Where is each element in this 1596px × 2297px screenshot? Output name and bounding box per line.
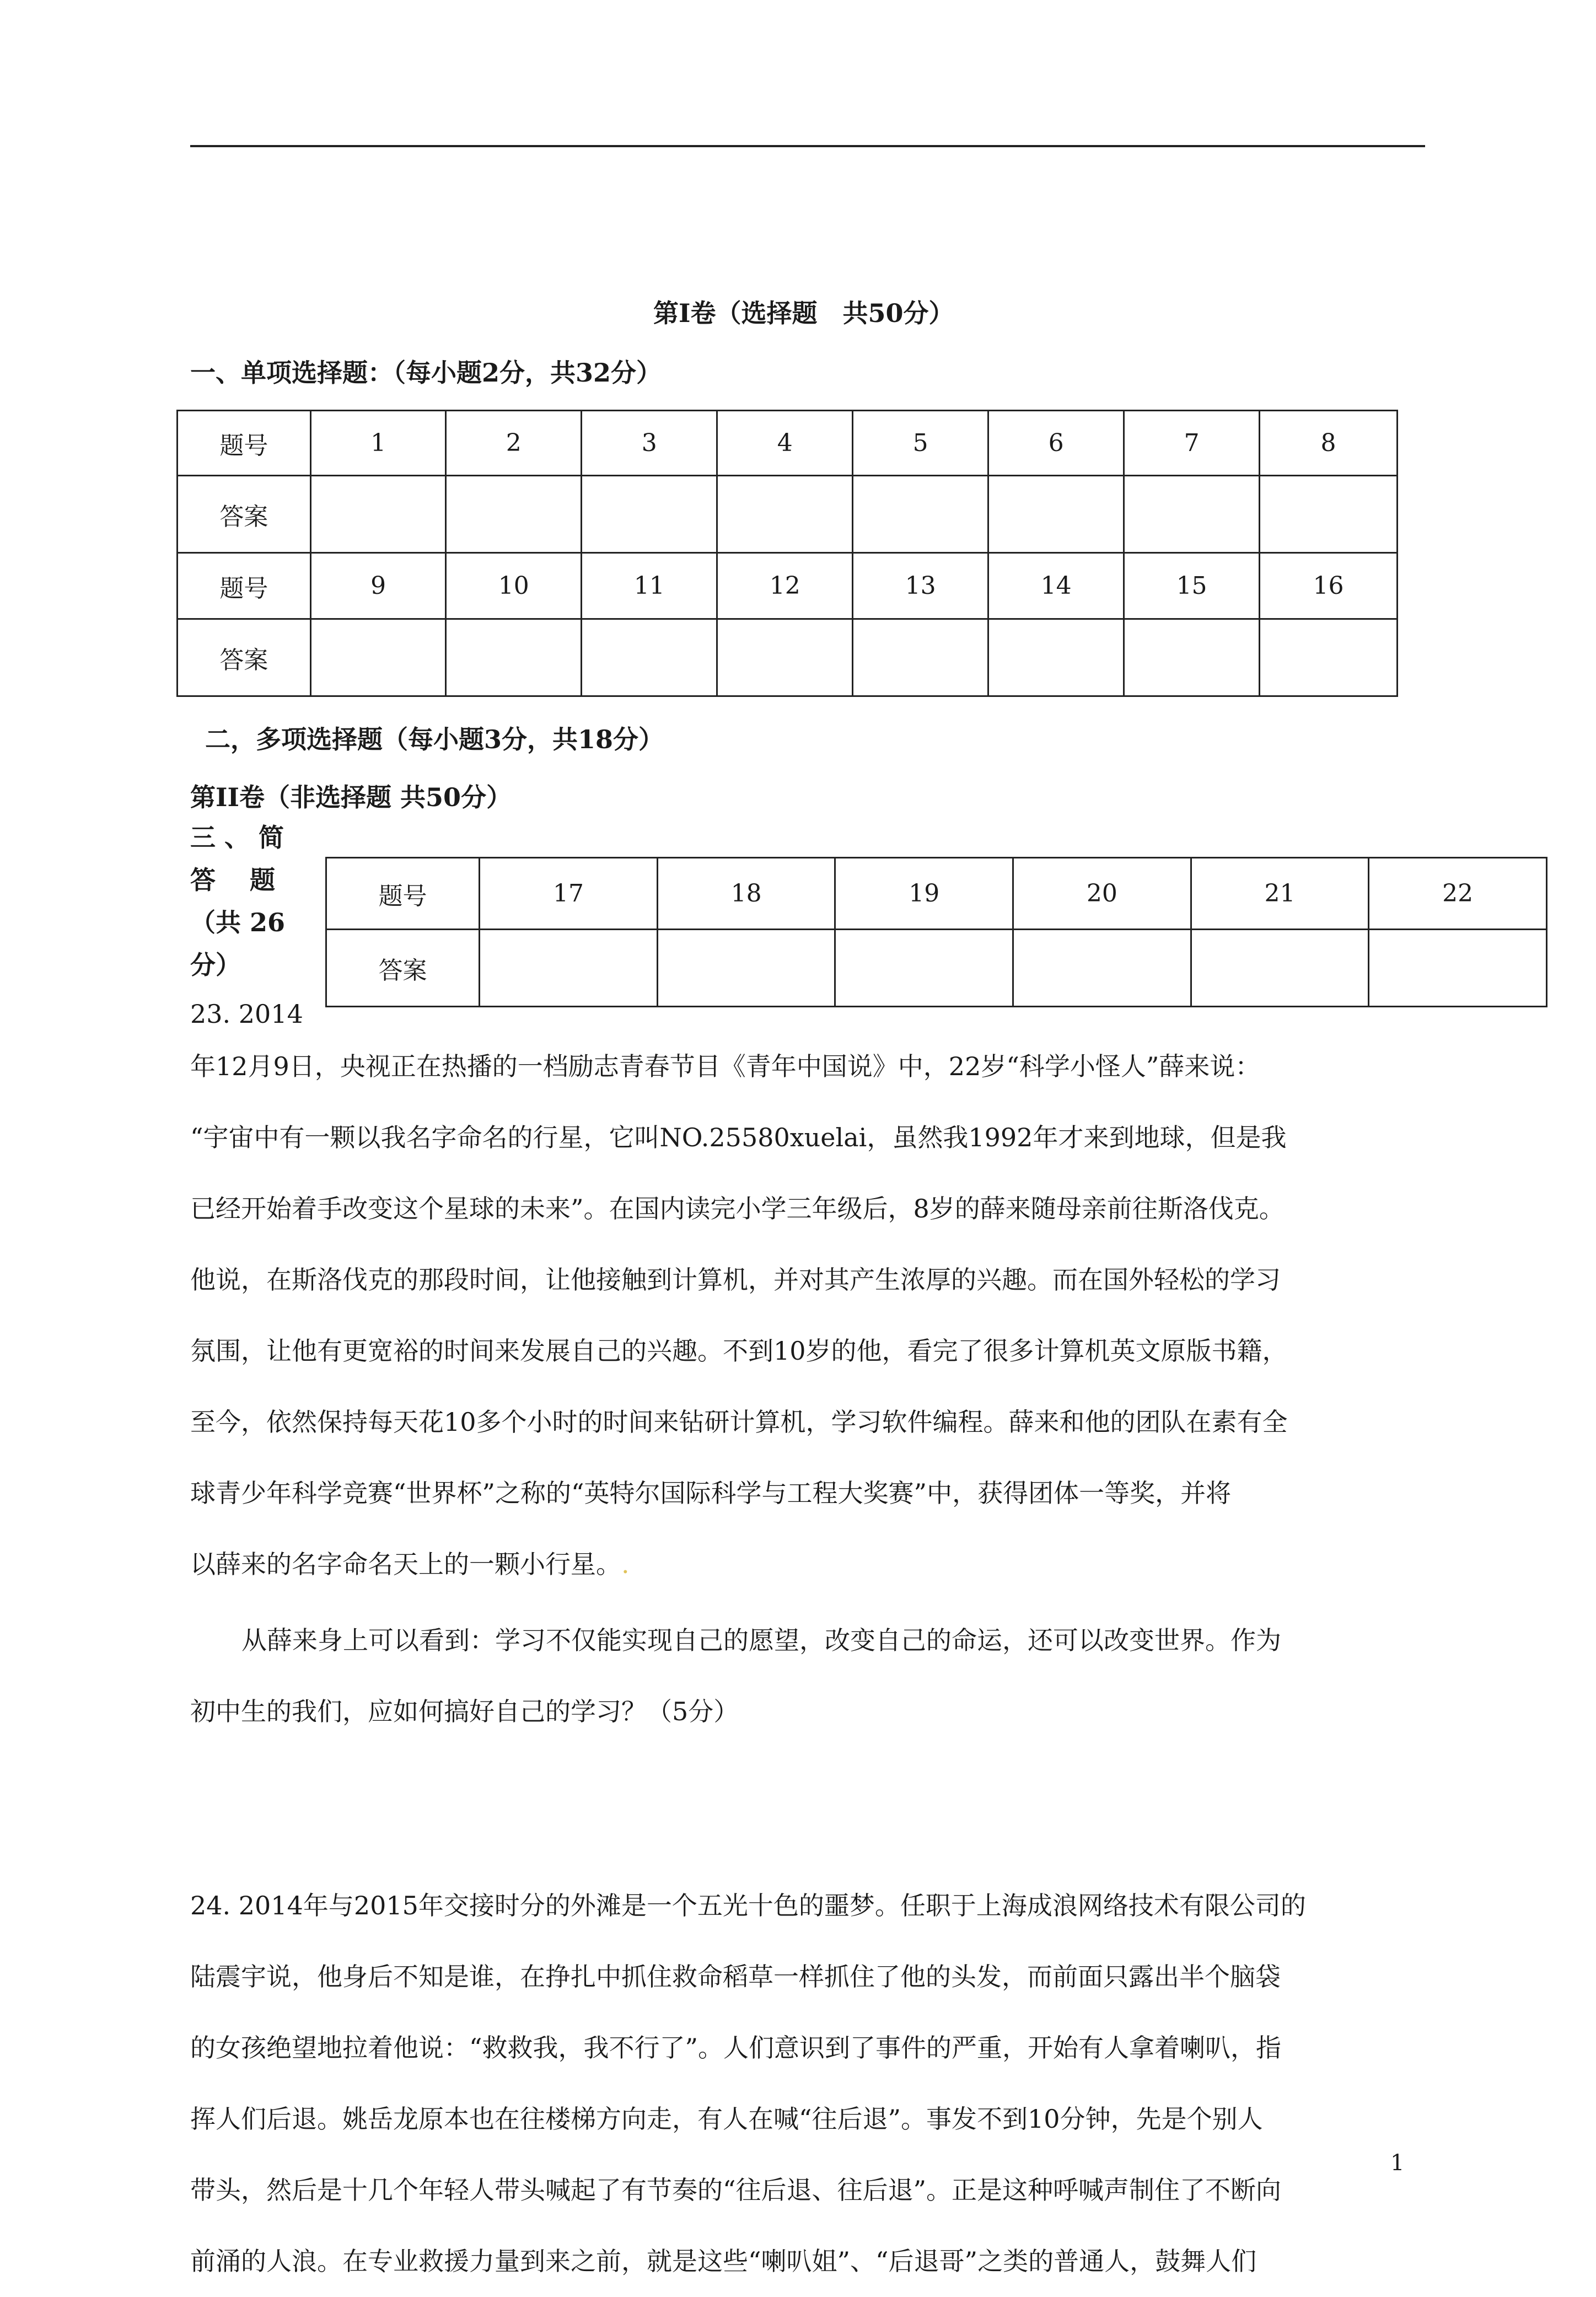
table-row bbox=[326, 930, 1547, 1007]
section3-heading-line: 三 、 简 bbox=[190, 823, 284, 852]
answer-cell[interactable] bbox=[988, 619, 1124, 696]
table-cell: 答案 bbox=[178, 619, 311, 696]
passage-line: 年12月9日，央视正在热播的一档励志青春节目《青年中国说》中，22岁“科学小怪人”薛来说： bbox=[190, 1051, 1261, 1081]
answer-cell[interactable] bbox=[1124, 476, 1260, 553]
answer-cell[interactable] bbox=[1191, 930, 1369, 1007]
answer-cell[interactable] bbox=[657, 930, 835, 1007]
table-cell: 9 bbox=[310, 553, 446, 619]
passage-line: 带头，然后是十几个年轻人带头喊起了有节奏的“往后退、往后退”。正是这种呼喊声制住了不断向 bbox=[190, 2175, 1282, 2205]
table-cell: 5 bbox=[853, 411, 988, 476]
table-cell: 2 bbox=[446, 411, 582, 476]
table-cell: 6 bbox=[988, 411, 1124, 476]
passage-line: 挥人们后退。姚岳龙原本也在往楼梯方向走，有人在喊“往后退”。事发不到10分钟，先是个别人 bbox=[190, 2104, 1263, 2134]
table-cell: 17 bbox=[480, 858, 658, 930]
q23-passage bbox=[190, 1031, 1288, 1600]
passage-text: 以薛来的名字命名天上的一颗小行星。 bbox=[190, 1549, 621, 1579]
passage-line: 的女孩绝望地拉着他说：“救救我，我不行了”。人们意识到了事件的严重，开始有人拿着喇叭，指 bbox=[190, 2033, 1282, 2063]
passage-line: 陆震宇说，他身后不知是谁，在挣扎中抓住救命稻草一样抓住了他的头发，而前面只露出半个脑袋 bbox=[190, 1962, 1281, 1992]
table-cell: 4 bbox=[717, 411, 853, 476]
table-row bbox=[178, 476, 1398, 553]
answer-table-1 bbox=[176, 410, 1398, 697]
header-rule bbox=[190, 145, 1425, 147]
part2-title: 第II卷（非选择题 共50分） bbox=[190, 782, 512, 812]
passage-line: 至今，依然保持每天花10多个小时的时间来钻研计算机，学习软件编程。薛来和他的团队在素有全 bbox=[190, 1407, 1288, 1437]
table-cell: 1 bbox=[310, 411, 446, 476]
table-cell: 7 bbox=[1124, 411, 1260, 476]
table-cell: 20 bbox=[1013, 858, 1191, 930]
table-cell: 15 bbox=[1124, 553, 1260, 619]
answer-cell[interactable] bbox=[310, 619, 446, 696]
section1-heading: 一、单项选择题：（每小题2分，共32分） bbox=[190, 358, 662, 388]
table-row bbox=[178, 553, 1398, 619]
table-cell: 11 bbox=[582, 553, 717, 619]
question-line: 初中生的我们，应如何搞好自己的学习？（5分） bbox=[190, 1697, 739, 1726]
table-cell: 18 bbox=[657, 858, 835, 930]
section3-heading-line: 分） bbox=[190, 950, 241, 980]
table-row bbox=[178, 411, 1398, 476]
table-cell: 10 bbox=[446, 553, 582, 619]
passage-line: 前涌的人浪。在专业救援力量到来之前，就是这些“喇叭姐”、“后退哥”之类的普通人，鼓舞人们 bbox=[190, 2246, 1257, 2276]
table-cell: 题号 bbox=[178, 553, 311, 619]
answer-cell[interactable] bbox=[446, 619, 582, 696]
q24-passage bbox=[190, 1870, 1306, 2297]
part1-title: 第Ⅰ卷（选择题 共50分） bbox=[653, 298, 954, 328]
answer-cell[interactable] bbox=[582, 619, 717, 696]
answer-cell[interactable] bbox=[582, 476, 717, 553]
table-cell: 3 bbox=[582, 411, 717, 476]
answer-cell[interactable] bbox=[835, 930, 1013, 1007]
q23-number: 23. 2014 bbox=[190, 999, 303, 1029]
table-cell: 12 bbox=[717, 553, 853, 619]
answer-table-2 bbox=[325, 857, 1547, 1007]
q23-question-cont bbox=[190, 1676, 739, 1747]
table-cell: 题号 bbox=[326, 858, 480, 930]
q23-question bbox=[241, 1605, 1281, 1676]
section2-heading: 二，多项选择题（每小题3分，共18分） bbox=[205, 724, 664, 754]
table-cell: 14 bbox=[988, 553, 1124, 619]
answer-cell[interactable] bbox=[310, 476, 446, 553]
passage-line: 球青少年科学竞赛“世界杯”之称的“英特尔国际科学与工程大奖赛”中，获得团体一等奖，并将 bbox=[190, 1478, 1232, 1508]
passage-line: 他说，在斯洛伐克的那段时间，让他接触到计算机，并对其产生浓厚的兴趣。而在国外轻松的学习 bbox=[190, 1265, 1281, 1295]
answer-cell[interactable] bbox=[717, 476, 853, 553]
answer-cell[interactable] bbox=[1369, 930, 1547, 1007]
answer-cell[interactable] bbox=[1260, 619, 1398, 696]
answer-cell[interactable] bbox=[717, 619, 853, 696]
table-cell: 13 bbox=[853, 553, 988, 619]
table-cell: 答案 bbox=[178, 476, 311, 553]
table-cell: 22 bbox=[1369, 858, 1547, 930]
table-cell: 16 bbox=[1260, 553, 1398, 619]
table-cell: 21 bbox=[1191, 858, 1369, 930]
table-cell: 答案 bbox=[326, 930, 480, 1007]
table-row bbox=[178, 619, 1398, 696]
passage-line: 氛围，让他有更宽裕的时间来发展自己的兴趣。不到10岁的他，看完了很多计算机英文原版书籍， bbox=[190, 1336, 1288, 1366]
section3-heading-line: 答 题 bbox=[190, 865, 276, 895]
answer-cell[interactable] bbox=[1260, 476, 1398, 553]
table-cell: 8 bbox=[1260, 411, 1398, 476]
passage-line: 已经开始着手改变这个星球的未来”。在国内读完小学三年级后，8岁的薛来随母亲前往斯洛伐克。 bbox=[190, 1194, 1285, 1223]
passage-line-last bbox=[190, 1529, 1288, 1600]
answer-cell[interactable] bbox=[1124, 619, 1260, 696]
table-cell: 题号 bbox=[178, 411, 311, 476]
question-line: 从薛来身上可以看到：学习不仅能实现自己的愿望，改变自己的命运，还可以改变世界。作为 bbox=[241, 1625, 1281, 1655]
page-number: 1 bbox=[1390, 2150, 1405, 2176]
answer-cell[interactable] bbox=[853, 476, 988, 553]
passage-line: “宇宙中有一颗以我名字命名的行星，它叫NO.25580xuelai，虽然我1992年才来到地球，但是我 bbox=[190, 1123, 1287, 1152]
table-cell: 19 bbox=[835, 858, 1013, 930]
section3-heading-line: （共 26 bbox=[190, 908, 286, 937]
table-row bbox=[326, 858, 1547, 930]
stray-dot: . bbox=[621, 1549, 630, 1579]
passage-line: 24. 2014年与2015年交接时分的外滩是一个五光十色的噩梦。任职于上海成浪网络技术有限公司的 bbox=[190, 1891, 1306, 1920]
answer-cell[interactable] bbox=[480, 930, 658, 1007]
answer-cell[interactable] bbox=[988, 476, 1124, 553]
answer-cell[interactable] bbox=[1013, 930, 1191, 1007]
answer-cell[interactable] bbox=[853, 619, 988, 696]
answer-cell[interactable] bbox=[446, 476, 582, 553]
